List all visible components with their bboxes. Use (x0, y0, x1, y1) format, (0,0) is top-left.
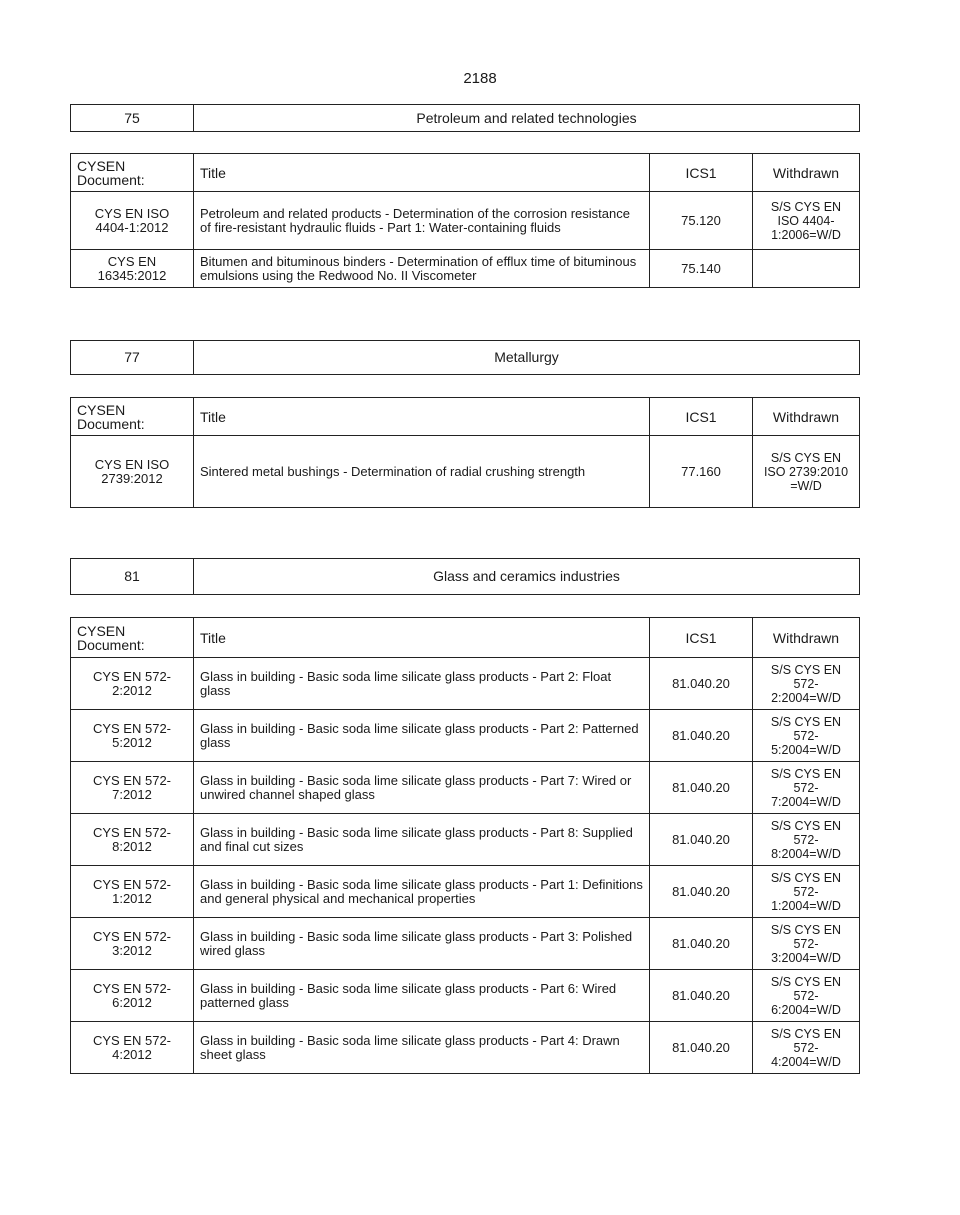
section-header-75 (70, 104, 860, 132)
section-header-77 (70, 340, 860, 375)
column-header-document: CYSEN Document: (71, 154, 194, 192)
section-name: Glass and ceramics industries (433, 568, 620, 584)
table-row (71, 436, 860, 508)
document-number: CYS EN 572-4:2012 (71, 1022, 194, 1074)
withdrawn-standard: S/S CYS EN 572-4:2004=W/D (753, 1022, 860, 1074)
column-header-ics: ICS1 (650, 154, 753, 192)
section-name: Petroleum and related technologies (416, 110, 637, 126)
ics-code: 81.040.20 (650, 970, 753, 1022)
column-header-title: Title (194, 398, 650, 436)
ics-code: 77.160 (650, 436, 753, 508)
withdrawn-standard: S/S CYS EN 572-3:2004=W/D (753, 918, 860, 970)
document-title: Petroleum and related products - Determination of the corrosion resistance of fire-resistant hydraulic fluids - Part 1: Water-containing fluids (194, 192, 650, 250)
column-header-title: Title (194, 618, 650, 658)
withdrawn-standard: S/S CYS EN ISO 2739:2010 =W/D (753, 436, 860, 508)
document-number: CYS EN ISO 2739:2012 (71, 436, 194, 508)
document-title: Glass in building - Basic soda lime silicate glass products - Part 7: Wired or unwired channel shaped glass (194, 762, 650, 814)
table-header-row (71, 154, 860, 192)
document-number: CYS EN 572-2:2012 (71, 658, 194, 710)
document-title: Sintered metal bushings - Determination of radial crushing strength (194, 436, 650, 508)
table-row (71, 762, 860, 814)
column-header-withdrawn: Withdrawn (753, 398, 860, 436)
document-title: Glass in building - Basic soda lime silicate glass products - Part 4: Drawn sheet glass (194, 1022, 650, 1074)
table-row (71, 814, 860, 866)
document-title: Glass in building - Basic soda lime silicate glass products - Part 3: Polished wired glass (194, 918, 650, 970)
document-number: CYS EN 572-7:2012 (71, 762, 194, 814)
column-header-document: CYSEN Document: (71, 618, 194, 658)
document-number: CYS EN 572-5:2012 (71, 710, 194, 762)
table-row (71, 918, 860, 970)
ics-code: 75.120 (650, 192, 753, 250)
section-name: Metallurgy (494, 349, 559, 365)
table-row (71, 1022, 860, 1074)
column-header-document: CYSEN Document: (71, 398, 194, 436)
column-header-title: Title (194, 154, 650, 192)
withdrawn-standard: S/S CYS EN 572-2:2004=W/D (753, 658, 860, 710)
ics-code: 81.040.20 (650, 762, 753, 814)
document-title: Glass in building - Basic soda lime silicate glass products - Part 1: Definitions and general physical and mechanical properties (194, 866, 650, 918)
table-header-row (71, 398, 860, 436)
table-row (71, 710, 860, 762)
withdrawn-standard: S/S CYS EN 572-6:2004=W/D (753, 970, 860, 1022)
ics-code: 81.040.20 (650, 1022, 753, 1074)
documents-table-77 (70, 397, 860, 508)
table-row (71, 192, 860, 250)
table-row (71, 658, 860, 710)
column-header-ics: ICS1 (650, 398, 753, 436)
ics-code: 81.040.20 (650, 918, 753, 970)
column-header-ics: ICS1 (650, 618, 753, 658)
section-code: 77 (71, 341, 194, 374)
table-row (71, 250, 860, 288)
ics-code: 81.040.20 (650, 710, 753, 762)
documents-table-75 (70, 153, 860, 288)
table-row (71, 866, 860, 918)
document-title: Glass in building - Basic soda lime silicate glass products - Part 6: Wired patterned glass (194, 970, 650, 1022)
document-number: CYS EN 572-3:2012 (71, 918, 194, 970)
column-header-withdrawn: Withdrawn (753, 618, 860, 658)
section-header-81 (70, 558, 860, 595)
document-title: Bitumen and bituminous binders - Determination of efflux time of bituminous emulsions using the Redwood No. II Viscometer (194, 250, 650, 288)
withdrawn-standard: S/S CYS EN 572-5:2004=W/D (753, 710, 860, 762)
withdrawn-standard: S/S CYS EN 572-8:2004=W/D (753, 814, 860, 866)
withdrawn-standard (753, 250, 860, 288)
section-code: 81 (71, 559, 194, 594)
ics-code: 75.140 (650, 250, 753, 288)
withdrawn-standard: S/S CYS EN 572-7:2004=W/D (753, 762, 860, 814)
document-title: Glass in building - Basic soda lime silicate glass products - Part 8: Supplied and final cut sizes (194, 814, 650, 866)
ics-code: 81.040.20 (650, 658, 753, 710)
ics-code: 81.040.20 (650, 814, 753, 866)
section-code: 75 (71, 105, 194, 131)
document-number: CYS EN 16345:2012 (71, 250, 194, 288)
document-title: Glass in building - Basic soda lime silicate glass products - Part 2: Patterned glass (194, 710, 650, 762)
document-number: CYS EN 572-6:2012 (71, 970, 194, 1022)
document-number: CYS EN 572-1:2012 (71, 866, 194, 918)
document-number: CYS EN ISO 4404-1:2012 (71, 192, 194, 250)
table-row (71, 970, 860, 1022)
table-header-row (71, 618, 860, 658)
documents-table-81 (70, 617, 860, 1074)
ics-code: 81.040.20 (650, 866, 753, 918)
withdrawn-standard: S/S CYS EN 572-1:2004=W/D (753, 866, 860, 918)
withdrawn-standard: S/S CYS EN ISO 4404-1:2006=W/D (753, 192, 860, 250)
page-number: 2188 (463, 70, 497, 87)
document-title: Glass in building - Basic soda lime silicate glass products - Part 2: Float glass (194, 658, 650, 710)
column-header-withdrawn: Withdrawn (753, 154, 860, 192)
document-number: CYS EN 572-8:2012 (71, 814, 194, 866)
